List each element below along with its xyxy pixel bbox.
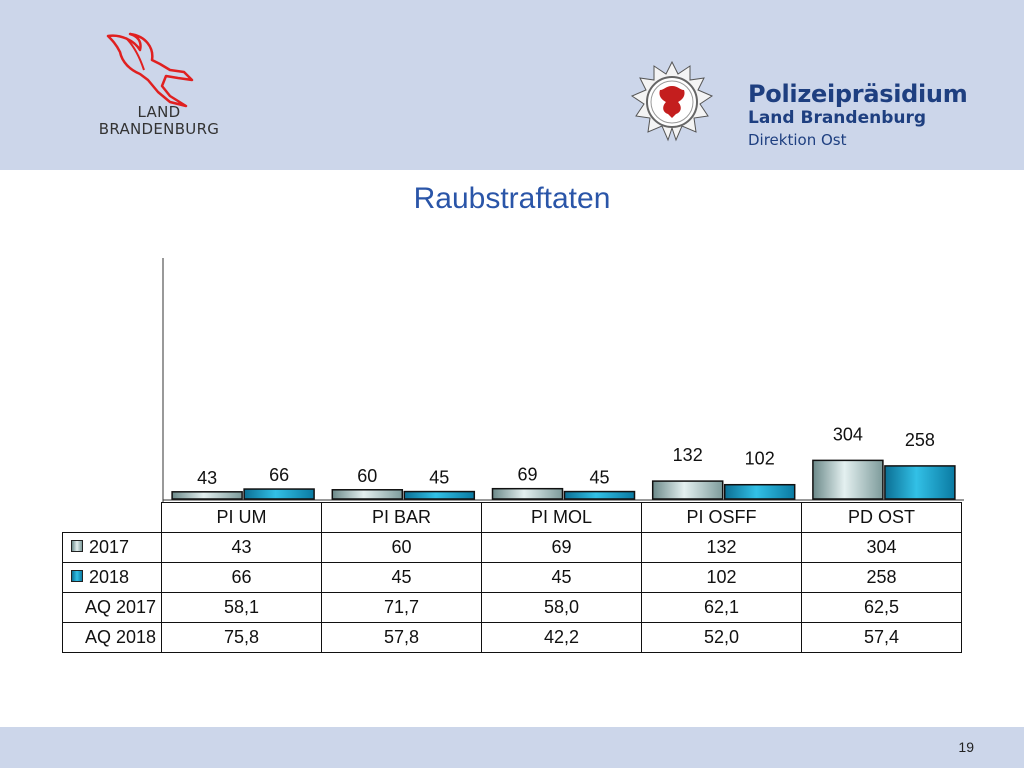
brandenburg-label: BRANDENBURG <box>98 120 220 138</box>
footer-band <box>0 727 1024 768</box>
table-cell: 69 <box>482 533 642 563</box>
table-cell: 62,1 <box>642 593 802 623</box>
police-title: Polizeipräsidium <box>748 80 968 108</box>
bar-2018-pi-bar <box>404 492 474 499</box>
bar-2017-pi-bar <box>332 490 402 499</box>
table-row <box>63 623 962 653</box>
row-label: AQ 2018 <box>63 623 162 653</box>
police-subtitle: Land Brandenburg <box>748 108 927 128</box>
table-cell: 45 <box>482 563 642 593</box>
table-header-row <box>63 503 962 533</box>
table-cell: 75,8 <box>162 623 322 653</box>
slide-title: Raubstraftaten <box>413 182 611 215</box>
legend-swatch-2018 <box>71 570 83 582</box>
data-label: 258 <box>904 429 935 450</box>
bar-2018-pi-mol <box>565 492 635 499</box>
table-cell: 43 <box>162 533 322 563</box>
category-header: PI UM <box>162 503 322 533</box>
row-label <box>63 533 162 563</box>
table-cell: 42,2 <box>482 623 642 653</box>
data-label: 45 <box>429 467 450 488</box>
table-cell: 304 <box>802 533 962 563</box>
police-division: Direktion Ost <box>748 131 847 149</box>
table-cell: 62,5 <box>802 593 962 623</box>
bar-2017-pd-ost <box>813 460 883 499</box>
chart-data-table <box>62 502 962 653</box>
data-label: 102 <box>744 448 775 469</box>
table-cell: 57,8 <box>322 623 482 653</box>
row-label-text: 2017 <box>89 537 130 557</box>
table-row <box>63 563 962 593</box>
row-label <box>63 563 162 593</box>
bar-2018-pi-osff <box>725 485 795 499</box>
page-number: 19 <box>958 739 974 755</box>
table-cell: 132 <box>642 533 802 563</box>
row-label: AQ 2017 <box>63 593 162 623</box>
table-cell: 52,0 <box>642 623 802 653</box>
table-corner-cell <box>63 503 162 533</box>
table-cell: 45 <box>322 563 482 593</box>
row-label-text: 2018 <box>89 567 130 587</box>
data-label: 43 <box>197 467 218 488</box>
category-header: PI OSFF <box>642 503 802 533</box>
bar-2018-pi-um <box>244 489 314 499</box>
category-header: PD OST <box>802 503 962 533</box>
data-label: 132 <box>672 445 703 466</box>
bar-2017-pi-mol <box>493 489 563 499</box>
table-cell: 57,4 <box>802 623 962 653</box>
data-label: 69 <box>517 464 538 485</box>
data-label: 304 <box>832 424 863 445</box>
data-label: 60 <box>357 465 378 486</box>
land-label: LAND <box>137 103 181 121</box>
bar-2017-pi-um <box>172 492 242 499</box>
category-header: PI MOL <box>482 503 642 533</box>
table-cell: 58,0 <box>482 593 642 623</box>
data-label: 45 <box>589 467 610 488</box>
data-label: 66 <box>269 465 290 486</box>
table-row <box>63 533 962 563</box>
table-cell: 71,7 <box>322 593 482 623</box>
table-cell: 66 <box>162 563 322 593</box>
bar-2017-pi-osff <box>653 481 723 499</box>
table-cell: 60 <box>322 533 482 563</box>
table-row <box>63 593 962 623</box>
table-cell: 258 <box>802 563 962 593</box>
table-cell: 58,1 <box>162 593 322 623</box>
category-header: PI BAR <box>322 503 482 533</box>
table-cell: 102 <box>642 563 802 593</box>
bar-2018-pd-ost <box>885 466 955 499</box>
legend-swatch-2017 <box>71 540 83 552</box>
